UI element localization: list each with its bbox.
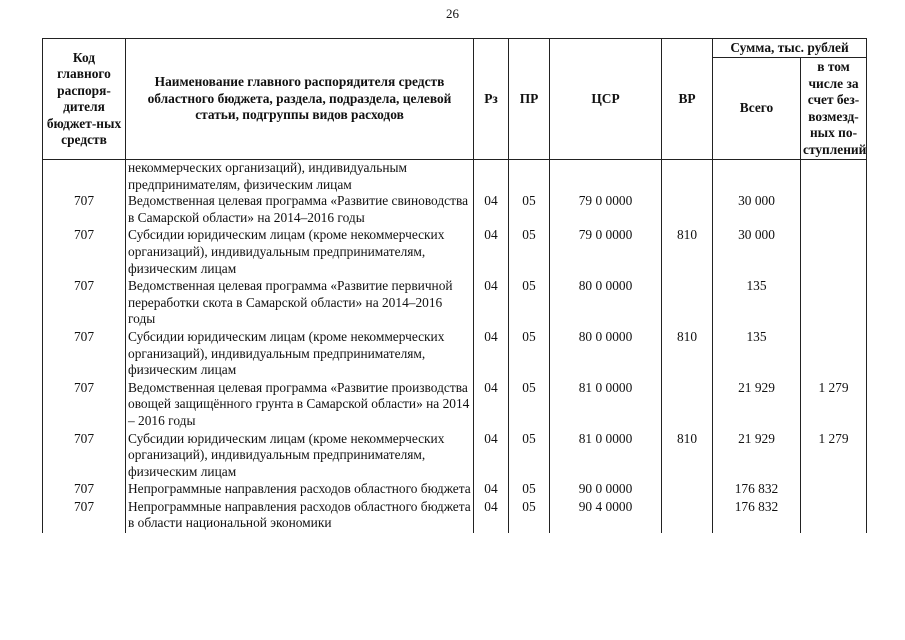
cell-code xyxy=(43,160,126,194)
page-number: 26 xyxy=(446,6,459,21)
cell-pr: 05 xyxy=(509,499,550,533)
header-csr: ЦСР xyxy=(550,39,662,160)
cell-csr: 90 4 0000 xyxy=(550,499,662,533)
cell-vr xyxy=(662,160,713,194)
cell-free xyxy=(801,329,867,380)
cell-csr: 80 0 0000 xyxy=(550,278,662,329)
table-row xyxy=(43,481,867,499)
cell-code: 707 xyxy=(43,278,126,329)
header-code: Код главного распоря-дителя бюджет-ных средств xyxy=(43,39,126,160)
cell-csr xyxy=(550,160,662,194)
cell-pr: 05 xyxy=(509,193,550,227)
cell-csr: 81 0 0000 xyxy=(550,431,662,482)
cell-free xyxy=(801,481,867,499)
cell-rz: 04 xyxy=(474,499,509,533)
cell-rz: 04 xyxy=(474,329,509,380)
table-header xyxy=(43,39,867,160)
cell-free: 1 279 xyxy=(801,380,867,431)
cell-code: 707 xyxy=(43,380,126,431)
cell-free xyxy=(801,160,867,194)
cell-code: 707 xyxy=(43,329,126,380)
cell-code: 707 xyxy=(43,193,126,227)
cell-free: 1 279 xyxy=(801,431,867,482)
cell-free xyxy=(801,227,867,278)
cell-rz: 04 xyxy=(474,227,509,278)
cell-rz: 04 xyxy=(474,380,509,431)
cell-csr: 80 0 0000 xyxy=(550,329,662,380)
cell-free xyxy=(801,278,867,329)
cell-rz: 04 xyxy=(474,193,509,227)
cell-csr: 90 0 0000 xyxy=(550,481,662,499)
header-vr: ВР xyxy=(662,39,713,160)
cell-pr: 05 xyxy=(509,278,550,329)
cell-name: Субсидии юридическим лицам (кроме некоммерческих организаций), индивидуальным предпринимателям, физическим лицам xyxy=(126,329,474,380)
table-row xyxy=(43,329,867,380)
cell-name: Непрограммные направления расходов областного бюджета в области национальной экономики xyxy=(126,499,474,533)
cell-total: 30 000 xyxy=(713,193,801,227)
cell-pr xyxy=(509,160,550,194)
cell-code: 707 xyxy=(43,481,126,499)
budget-table xyxy=(42,38,867,533)
cell-csr: 81 0 0000 xyxy=(550,380,662,431)
cell-total: 135 xyxy=(713,278,801,329)
cell-name: Непрограммные направления расходов областного бюджета xyxy=(126,481,474,499)
cell-vr xyxy=(662,278,713,329)
cell-vr xyxy=(662,193,713,227)
cell-code: 707 xyxy=(43,227,126,278)
cell-vr xyxy=(662,499,713,533)
header-name: Наименование главного распорядителя средств областного бюджета, раздела, подраздела, целевой статьи, подгруппы видов расходов xyxy=(126,39,474,160)
cell-name: некоммерческих организаций), индивидуальным предпринимателям, физическим лицам xyxy=(126,160,474,194)
table-row xyxy=(43,499,867,533)
table-row xyxy=(43,380,867,431)
cell-name: Ведомственная целевая программа «Развитие свиноводства в Самарской области» на 2014–2016 годы xyxy=(126,193,474,227)
header-total: Всего xyxy=(713,58,801,160)
cell-pr: 05 xyxy=(509,431,550,482)
cell-total: 21 929 xyxy=(713,431,801,482)
cell-code: 707 xyxy=(43,431,126,482)
cell-pr: 05 xyxy=(509,329,550,380)
cell-csr: 79 0 0000 xyxy=(550,227,662,278)
header-free: в том числе за счет без-возмезд-ных по-ступлений xyxy=(801,58,867,160)
table-row xyxy=(43,227,867,278)
table-row xyxy=(43,193,867,227)
cell-total: 176 832 xyxy=(713,499,801,533)
cell-vr: 810 xyxy=(662,227,713,278)
table-row xyxy=(43,278,867,329)
cell-name: Ведомственная целевая программа «Развитие первичной переработки скота в Самарской области» на 2014–2016 годы xyxy=(126,278,474,329)
cell-total: 21 929 xyxy=(713,380,801,431)
cell-free xyxy=(801,499,867,533)
cell-rz: 04 xyxy=(474,481,509,499)
cell-vr xyxy=(662,380,713,431)
cell-total: 176 832 xyxy=(713,481,801,499)
cell-code: 707 xyxy=(43,499,126,533)
cell-rz xyxy=(474,160,509,194)
cell-total: 30 000 xyxy=(713,227,801,278)
header-rz: Рз xyxy=(474,39,509,160)
table-body xyxy=(43,160,867,534)
cell-name: Субсидии юридическим лицам (кроме некоммерческих организаций), индивидуальным предпринимателям, физическим лицам xyxy=(126,431,474,482)
cell-vr: 810 xyxy=(662,431,713,482)
header-pr: ПР xyxy=(509,39,550,160)
cell-total xyxy=(713,160,801,194)
cell-pr: 05 xyxy=(509,227,550,278)
cell-csr: 79 0 0000 xyxy=(550,193,662,227)
cell-vr xyxy=(662,481,713,499)
table-row-continuation xyxy=(43,160,867,194)
cell-free xyxy=(801,193,867,227)
cell-rz: 04 xyxy=(474,278,509,329)
cell-vr: 810 xyxy=(662,329,713,380)
cell-rz: 04 xyxy=(474,431,509,482)
cell-name: Ведомственная целевая программа «Развитие производства овощей защищённого грунта в Самарской области» на 2014 – 2016 годы xyxy=(126,380,474,431)
cell-total: 135 xyxy=(713,329,801,380)
cell-name: Субсидии юридическим лицам (кроме некоммерческих организаций), индивидуальным предпринимателям, физическим лицам xyxy=(126,227,474,278)
header-sum: Сумма, тыс. рублей xyxy=(713,39,867,58)
table-row xyxy=(43,431,867,482)
cell-pr: 05 xyxy=(509,380,550,431)
cell-pr: 05 xyxy=(509,481,550,499)
